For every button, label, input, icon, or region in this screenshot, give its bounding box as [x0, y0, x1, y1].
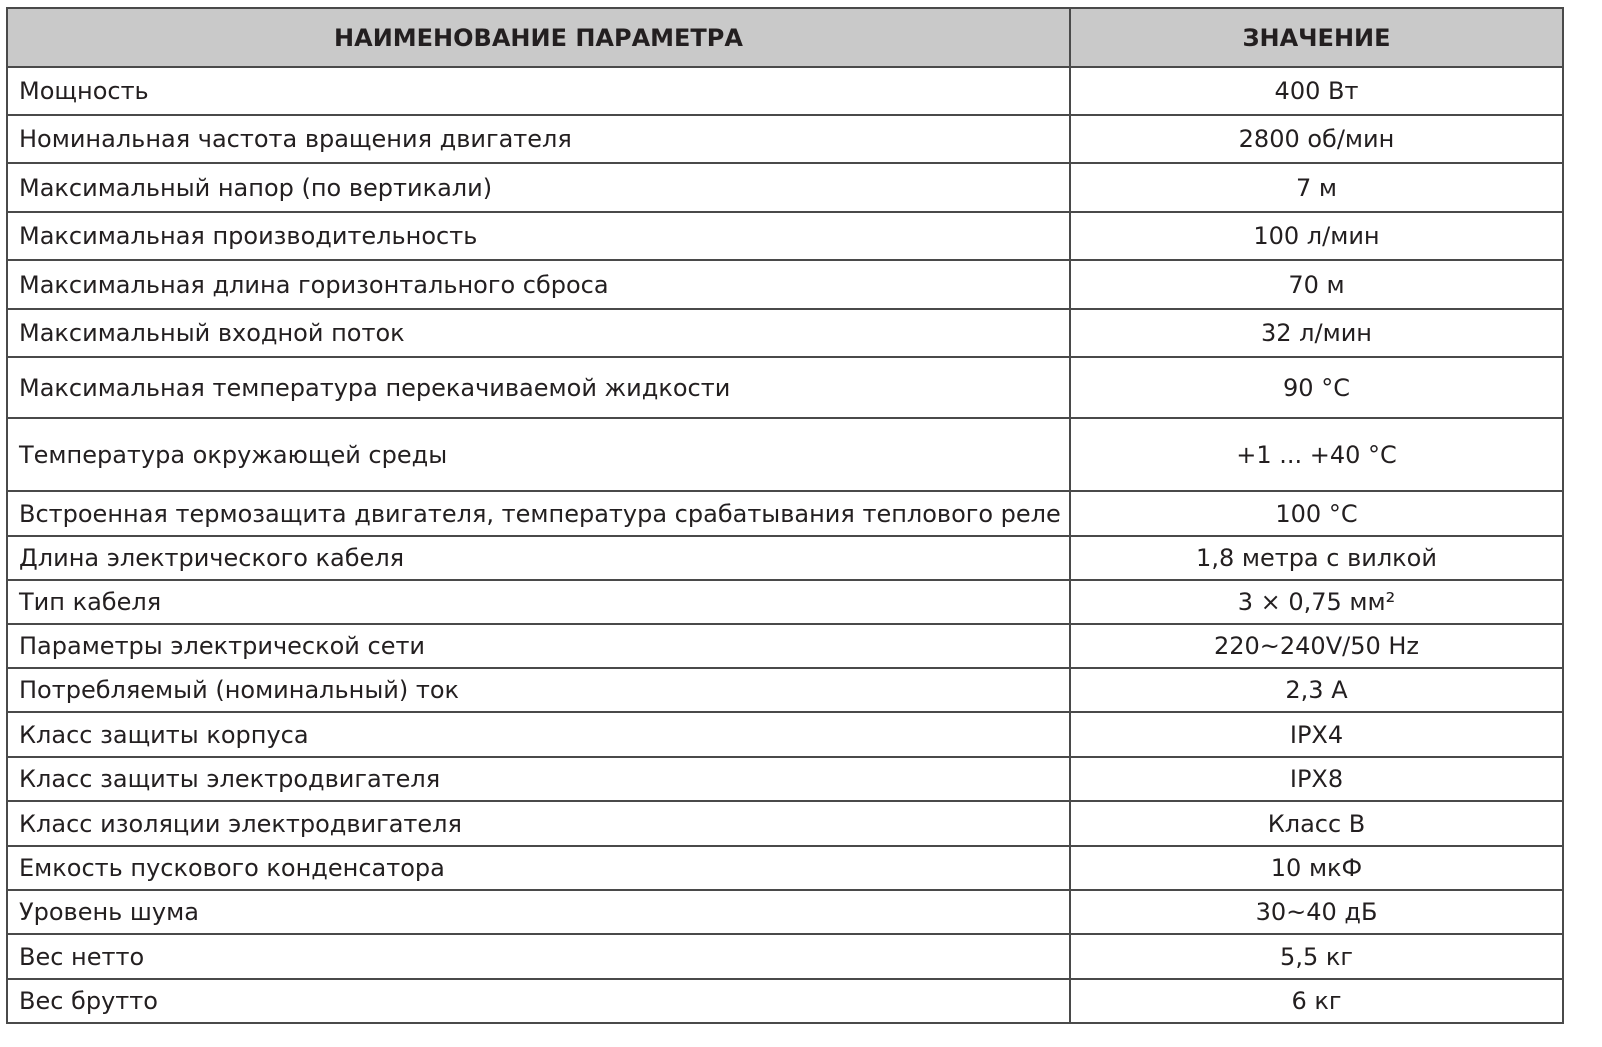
param-value: 5,5 кг [1070, 934, 1563, 979]
param-name: Емкость пускового конденсатора [7, 846, 1070, 890]
param-name: Максимальный напор (по вертикали) [7, 163, 1070, 212]
table-row [7, 757, 1563, 801]
param-value: 2,3 А [1070, 668, 1563, 712]
spec-table [6, 7, 1564, 1024]
param-name: Параметры электрической сети [7, 624, 1070, 668]
param-value: 32 л/мин [1070, 309, 1563, 357]
table-row [7, 260, 1563, 309]
table-row [7, 712, 1563, 757]
header-parameter-name: НАИМЕНОВАНИЕ ПАРАМЕТРА [7, 8, 1070, 67]
table-row [7, 212, 1563, 260]
param-name: Уровень шума [7, 890, 1070, 934]
param-value: 70 м [1070, 260, 1563, 309]
table-row [7, 309, 1563, 357]
param-name: Вес брутто [7, 979, 1070, 1023]
table-row [7, 934, 1563, 979]
param-value: 100 °С [1070, 491, 1563, 536]
param-name: Встроенная термозащита двигателя, температура срабатывания теплового реле [7, 491, 1070, 536]
table-row [7, 668, 1563, 712]
param-value: 7 м [1070, 163, 1563, 212]
table-header-row [7, 8, 1563, 67]
param-name: Класс защиты корпуса [7, 712, 1070, 757]
table-row [7, 580, 1563, 624]
param-name: Длина электрического кабеля [7, 536, 1070, 580]
table-row [7, 624, 1563, 668]
param-name: Температура окружающей среды [7, 418, 1070, 491]
param-name: Тип кабеля [7, 580, 1070, 624]
table-row [7, 890, 1563, 934]
param-value: +1 ... +40 °С [1070, 418, 1563, 491]
param-value: 1,8 метра с вилкой [1070, 536, 1563, 580]
param-value: 30~40 дБ [1070, 890, 1563, 934]
param-value: 10 мкФ [1070, 846, 1563, 890]
param-name: Максимальная производительность [7, 212, 1070, 260]
table-row [7, 418, 1563, 491]
param-name: Номинальная частота вращения двигателя [7, 115, 1070, 163]
param-value: IPX4 [1070, 712, 1563, 757]
table-row [7, 115, 1563, 163]
param-value: Класс В [1070, 801, 1563, 846]
table-row [7, 846, 1563, 890]
param-name: Максимальная температура перекачиваемой жидкости [7, 357, 1070, 418]
table-row [7, 357, 1563, 418]
table-row [7, 491, 1563, 536]
param-name: Максимальный входной поток [7, 309, 1070, 357]
param-value: 220~240V/50 Hz [1070, 624, 1563, 668]
param-name: Потребляемый (номинальный) ток [7, 668, 1070, 712]
table-row [7, 67, 1563, 115]
param-value: 6 кг [1070, 979, 1563, 1023]
param-value: 100 л/мин [1070, 212, 1563, 260]
param-value: 2800 об/мин [1070, 115, 1563, 163]
param-name: Максимальная длина горизонтального сброса [7, 260, 1070, 309]
param-name: Мощность [7, 67, 1070, 115]
param-value: 90 °С [1070, 357, 1563, 418]
param-name: Класс изоляции электродвигателя [7, 801, 1070, 846]
table-row [7, 163, 1563, 212]
table-row [7, 801, 1563, 846]
param-name: Класс защиты электродвигателя [7, 757, 1070, 801]
header-value: ЗНАЧЕНИЕ [1070, 8, 1563, 67]
param-value: IPX8 [1070, 757, 1563, 801]
table-row [7, 536, 1563, 580]
param-value: 400 Вт [1070, 67, 1563, 115]
param-value: 3 × 0,75 мм² [1070, 580, 1563, 624]
param-name: Вес нетто [7, 934, 1070, 979]
table-row [7, 979, 1563, 1023]
